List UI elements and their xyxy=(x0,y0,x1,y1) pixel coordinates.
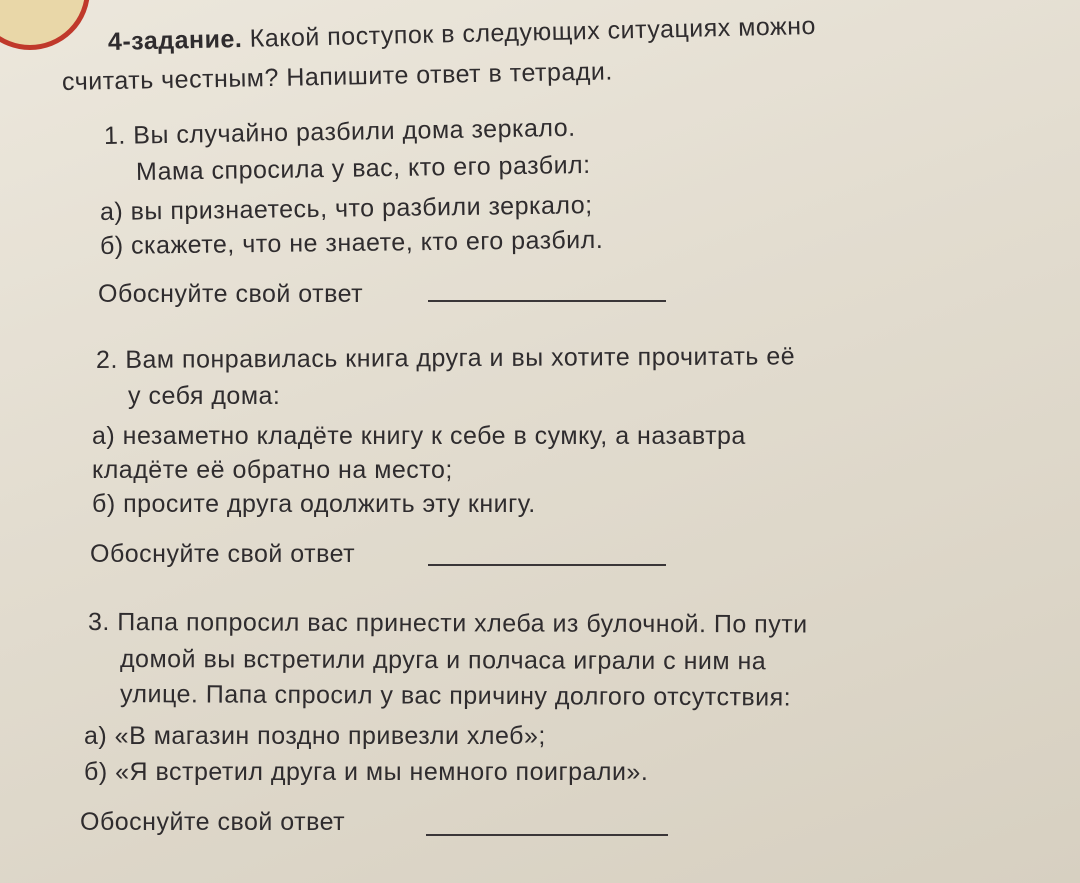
situation-1-option-b: б) скажете, что не знаете, кто его разбил. xyxy=(99,225,604,260)
situation-3-line-2: домой вы встретили друга и полчаса играли с ним на xyxy=(119,645,767,676)
situation-1-justify-label: Обоснуйте свой ответ xyxy=(98,280,364,308)
situation-2-option-b: б) просите друга одолжить эту книгу. xyxy=(92,490,536,518)
task-number: 4-задание. xyxy=(107,24,243,56)
situation-1-answer-line[interactable] xyxy=(428,300,666,302)
situation-3-justify-label: Обоснуйте свой ответ xyxy=(80,808,346,836)
situation-3-option-b: б) «Я встретил друга и мы немного поиграли». xyxy=(84,758,649,786)
situation-3-answer-line[interactable] xyxy=(426,834,668,836)
task-question-part2: считать честным? Напишите ответ в тетради. xyxy=(61,57,614,96)
situation-3-line-3: улице. Папа спросил у вас причину долгого отсутствия: xyxy=(119,680,792,712)
situation-1-option-a: а) вы признаетесь, что разбили зеркало; xyxy=(99,191,593,226)
task-question-part1: Какой поступок в следующих ситуациях можно xyxy=(241,11,817,53)
situation-2-option-a-line-2: кладёте её обратно на место; xyxy=(92,456,453,484)
situation-3-line-1: 3. Папа попросил вас принести хлеба из булочной. По пути xyxy=(87,608,808,639)
situation-2-justify-label: Обоснуйте свой ответ xyxy=(90,540,356,568)
situation-2-answer-line[interactable] xyxy=(428,564,666,566)
situation-1-line-1: 1. Вы случайно разбили дома зеркало. xyxy=(103,113,576,150)
situation-1-line-2: Мама спросила у вас, кто его разбил: xyxy=(135,150,591,186)
task-heading xyxy=(108,12,817,57)
situation-2-line-2: у себя дома: xyxy=(128,382,281,410)
situation-3-option-a: а) «В магазин поздно привезли хлеб»; xyxy=(84,722,546,750)
situation-2-line-1: 2. Вам понравилась книга друга и вы хотите прочитать её xyxy=(95,342,796,374)
situation-2-option-a-line-1: а) незаметно кладёте книгу к себе в сумку, а назавтра xyxy=(92,422,746,450)
